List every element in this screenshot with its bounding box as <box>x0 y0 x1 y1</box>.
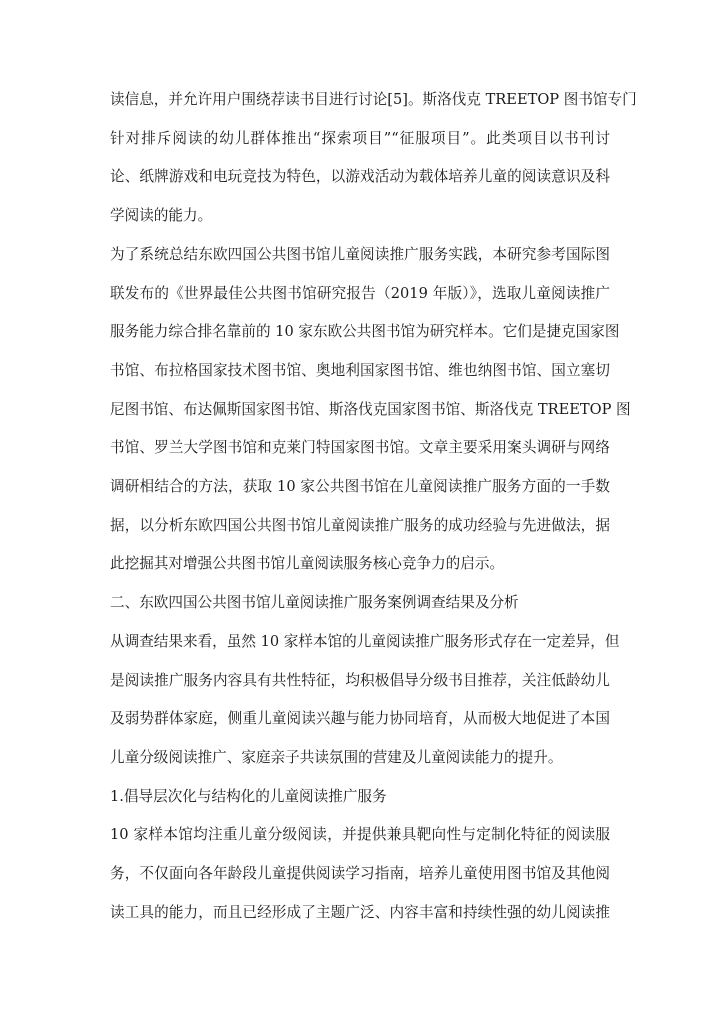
paragraph-1-line-1: 读信息，并允许用户围绕荐读书目进行讨论[5]。斯洛伐克 TREETOP 图书馆专门 <box>110 91 637 108</box>
paragraph-2-line-3: 服务能力综合排名靠前的 10 家东欧公共图书馆为研究样本。它们是捷克国家图 <box>110 323 620 340</box>
paragraph-2-line-9: 此挖掘其对增强公共图书馆儿童阅读服务核心竞争力的启示。 <box>110 555 505 572</box>
paragraph-4-line-2: 务，不仅面向各年龄段儿童提供阅读学习指南，培养儿童使用图书馆及其他阅 <box>110 865 610 882</box>
paragraph-2-line-7: 调研相结合的方法，获取 10 家公共图书馆在儿童阅读推广服务方面的一手数 <box>110 478 610 495</box>
paragraph-4-line-3: 读工具的能力，而且已经形成了主题广泛、内容丰富和持续性强的幼儿阅读推 <box>110 904 610 921</box>
paragraph-2-line-2: 联发布的《世界最佳公共图书馆研究报告（2019 年版）》，选取儿童阅读推广 <box>110 285 610 302</box>
section-heading-2: 二、东欧四国公共图书馆儿童阅读推广服务案例调查结果及分析 <box>110 594 519 611</box>
paragraph-1-line-4: 学阅读的能力。 <box>110 207 213 224</box>
paragraph-2-line-8: 据，以分析东欧四国公共图书馆儿童阅读推广服务的成功经验与先进做法，据 <box>110 517 610 534</box>
paragraph-1-line-2: 针对排斥阅读的幼儿群体推出“探索项目”“征服项目”。此类项目以书刊讨 <box>110 130 610 147</box>
paragraph-3-line-3: 及弱势群体家庭，侧重儿童阅读兴趣与能力协同培育，从而极大地促进了本国 <box>110 710 610 727</box>
subsection-heading-1: 1.倡导层次化与结构化的儿童阅读推广服务 <box>110 788 387 805</box>
paragraph-1-line-3: 论、纸牌游戏和电玩竞技为特色，以游戏活动为载体培养儿童的阅读意识及科 <box>110 168 610 185</box>
paragraph-2-line-5: 尼图书馆、布达佩斯国家图书馆、斯洛伐克国家图书馆、斯洛伐克 TREETOP 图 <box>110 401 631 418</box>
paragraph-3-line-2: 是阅读推广服务内容具有共性特征，均积极倡导分级书目推荐，关注低龄幼儿 <box>110 672 610 689</box>
paragraph-3-line-4: 儿童分级阅读推广、家庭亲子共读氛围的营建及儿童阅读能力的提升。 <box>110 749 563 766</box>
paragraph-2-line-4: 书馆、布拉格国家技术图书馆、奥地利国家图书馆、维也纳图书馆、国立塞切 <box>110 362 610 379</box>
paragraph-4-line-1: 10 家样本馆均注重儿童分级阅读，并提供兼具靶向性与定制化特征的阅读服 <box>110 826 610 843</box>
paragraph-2-line-6: 书馆、罗兰大学图书馆和克莱门特国家图书馆。文章主要采用案头调研与网络 <box>110 439 610 456</box>
paragraph-2-line-1: 为了系统总结东欧四国公共图书馆儿童阅读推广服务实践，本研究参考国际图 <box>110 246 610 263</box>
paragraph-3-line-1: 从调查结果来看，虽然 10 家样本馆的儿童阅读推广服务形式存在一定差异，但 <box>110 633 620 650</box>
